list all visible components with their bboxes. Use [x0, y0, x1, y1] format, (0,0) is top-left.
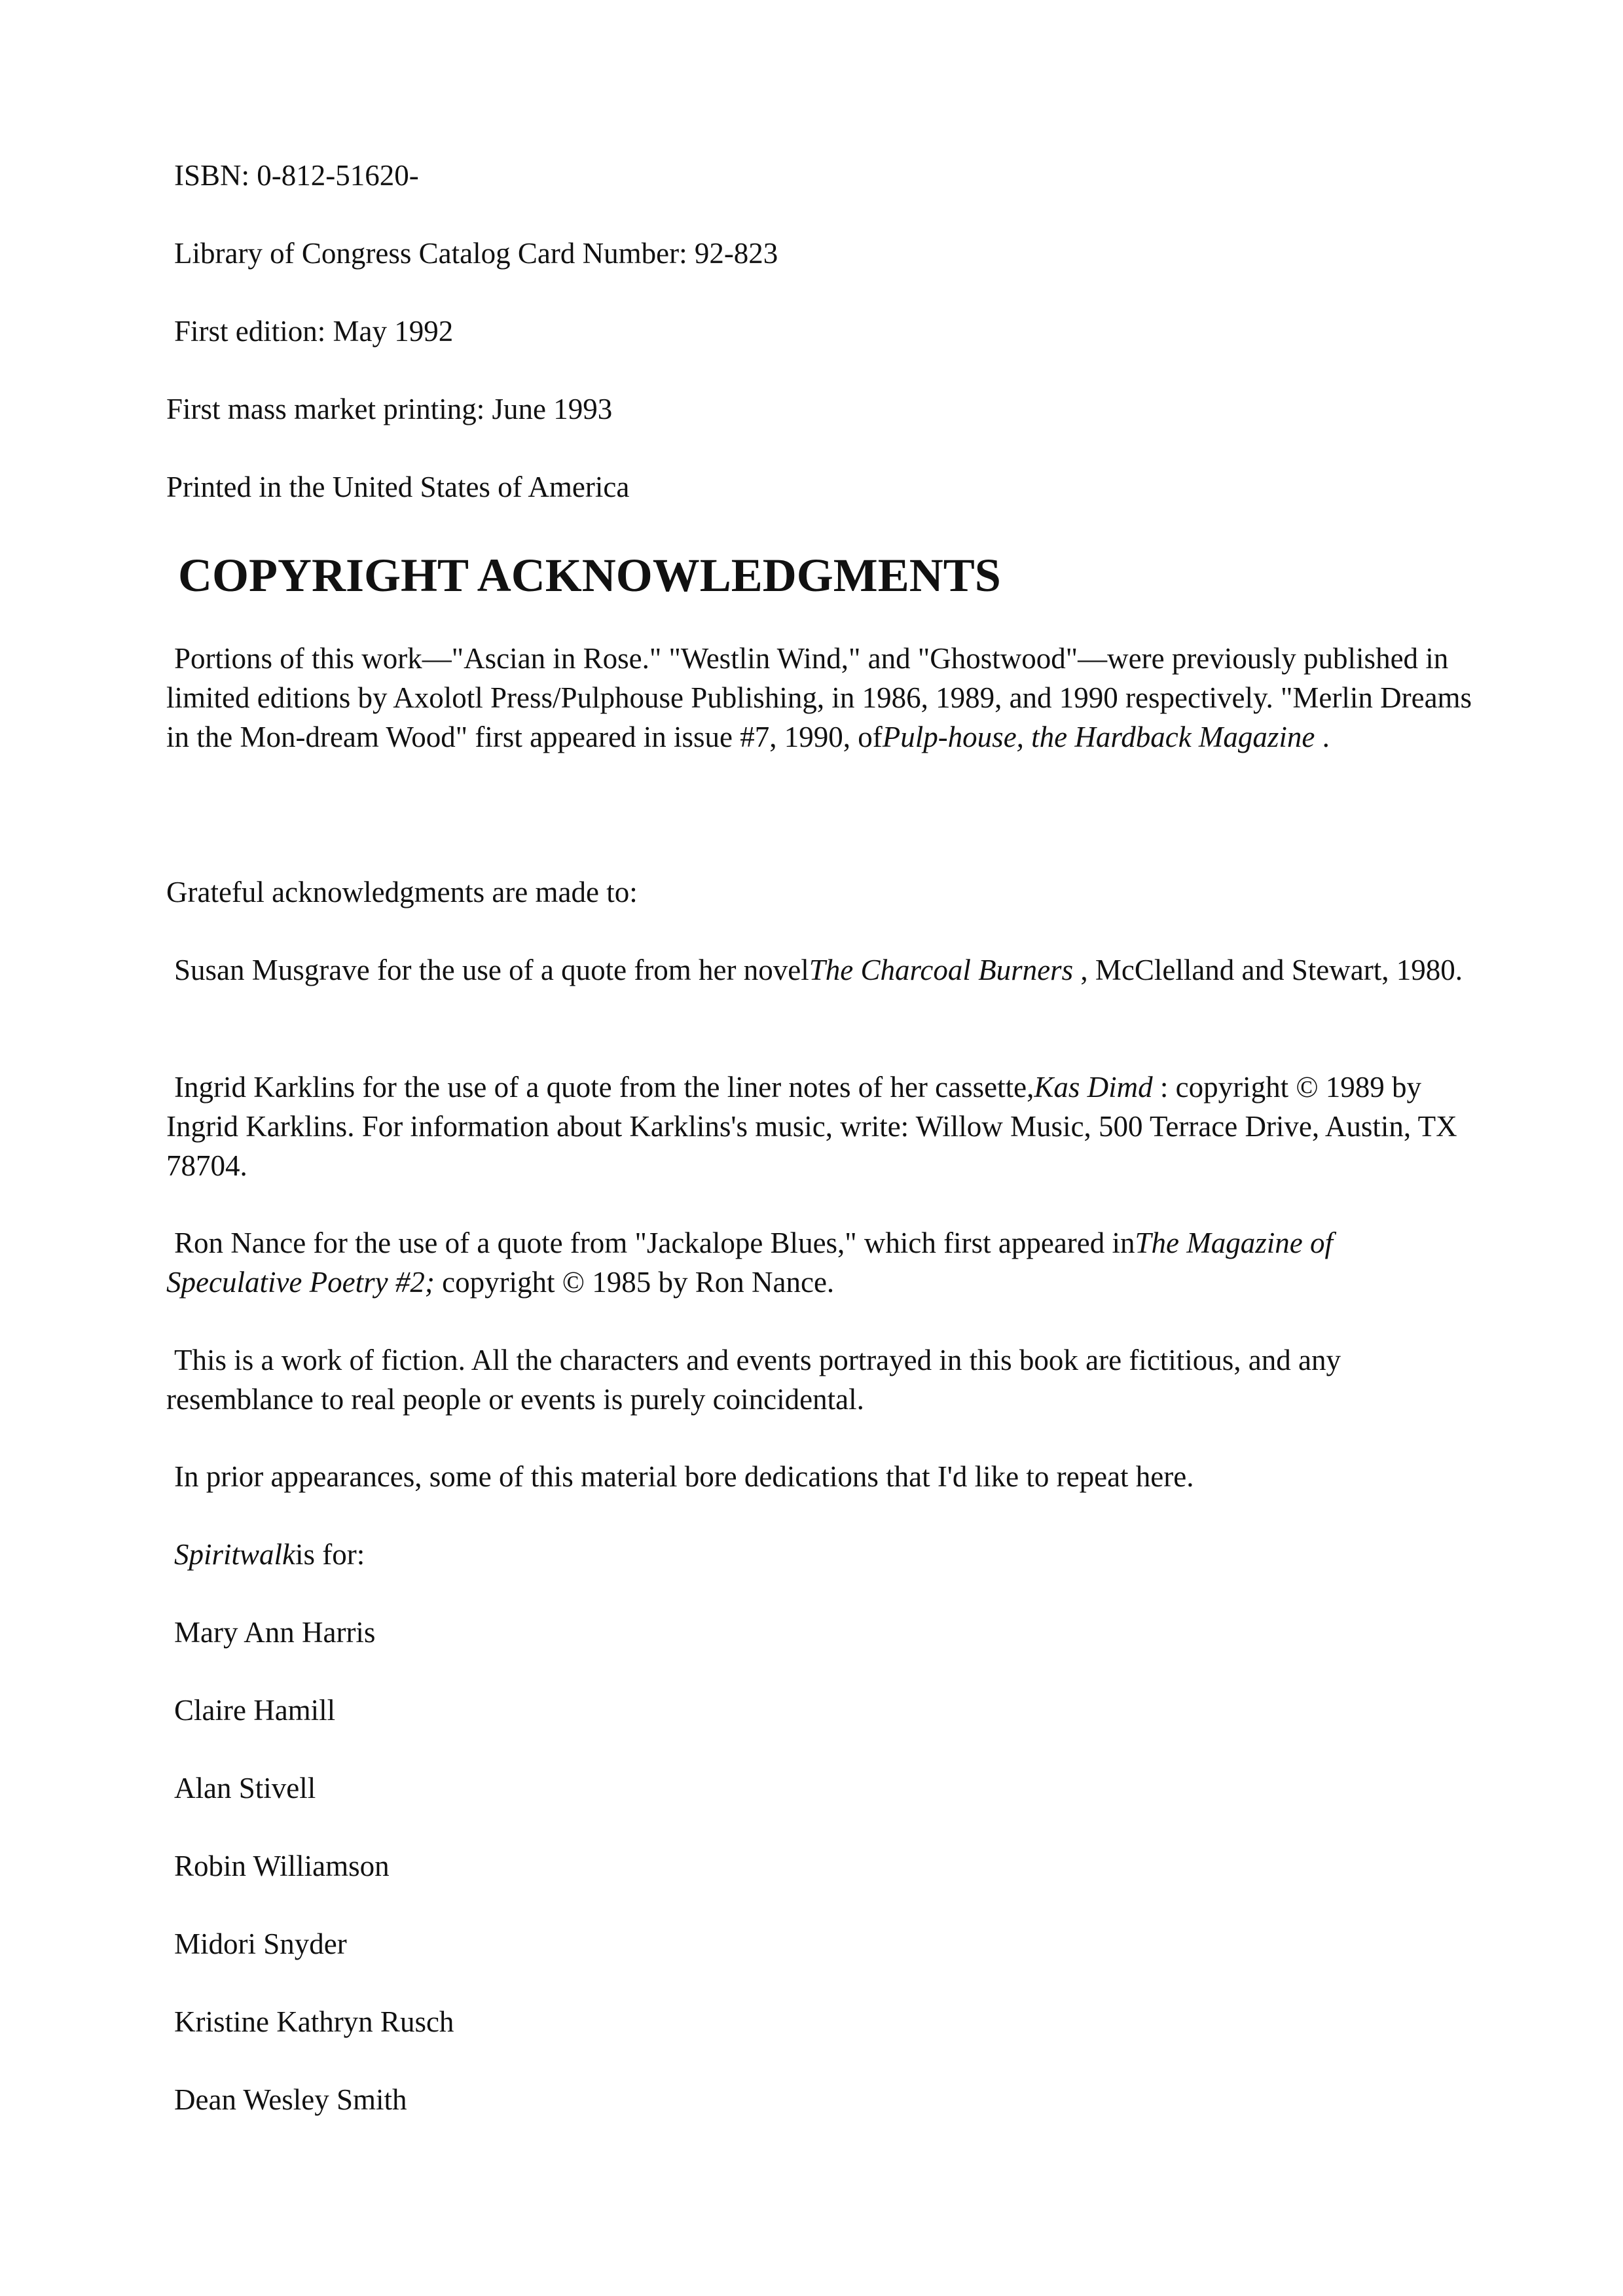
first-edition-line: First edition: May 1992: [174, 315, 454, 348]
fiction-paragraph: [166, 1340, 1476, 1419]
portions-end: .: [1315, 721, 1330, 753]
musgrave-text: Susan Musgrave for the use of a quote from her novel: [174, 954, 809, 986]
dedication-item: Claire Hamill: [174, 1694, 336, 1727]
dedication-item: Midori Snyder: [174, 1928, 347, 1960]
grateful-line: Grateful acknowledgments are made to:: [166, 876, 638, 908]
spiritwalk-line: [174, 1535, 365, 1574]
dedication-item: Alan Stivell: [174, 1772, 316, 1804]
dedication-item: Kristine Kathryn Rusch: [174, 2005, 454, 2038]
isbn-line: ISBN: 0-812-51620-: [174, 159, 419, 192]
nance-paragraph: [166, 1223, 1476, 1302]
karklins-end: : copyright © 1989 by Ingrid Karklins. For information about Karklins's music, write: Willow Music, 500 Terrace Drive, Austin, TX 78704.: [166, 1071, 1457, 1182]
pulphouse-title: Pulp-house, the Hardback Magazine: [882, 721, 1315, 753]
charcoal-burners-title: The Charcoal Burners: [809, 954, 1074, 986]
mass-market-line: First mass market printing: June 1993: [166, 393, 613, 425]
musgrave-paragraph: [166, 950, 1476, 990]
speculative-poetry-title: The Magazine of Speculative Poetry #2;: [166, 1227, 1333, 1299]
karklins-text: Ingrid Karklins for the use of a quote from the liner notes of her cassette,: [174, 1071, 1034, 1103]
lccn-line: Library of Congress Catalog Card Number: 92-823: [174, 237, 778, 270]
spiritwalk-rest: is for:: [295, 1538, 365, 1571]
portions-text: Portions of this work—"Ascian in Rose." "Westlin Wind," and "Ghostwood"—were previously published in limited editions by Axolotl Press/Pulphouse Publishing, in 1986, 1989, and 1990 respectively. "Merlin Dreams in the Mon-dream Wood" first appeared in issue #7, 1990, of: [166, 642, 1472, 753]
dedication-item: Dean Wesley Smith: [174, 2083, 407, 2116]
portions-paragraph: [166, 639, 1476, 757]
nance-text: Ron Nance for the use of a quote from "Jackalope Blues," which first appeared in: [174, 1227, 1135, 1259]
acknowledgments-heading: COPYRIGHT ACKNOWLEDGMENTS: [178, 549, 1001, 601]
prior-appearances-line: In prior appearances, some of this material bore dedications that I'd like to repeat here.: [174, 1460, 1194, 1493]
printed-in-line: Printed in the United States of America: [166, 471, 630, 503]
musgrave-end: , McClelland and Stewart, 1980.: [1073, 954, 1463, 986]
karklins-paragraph: [166, 1067, 1476, 1185]
nance-end: copyright © 1985 by Ron Nance.: [434, 1266, 835, 1299]
dedication-item: Mary Ann Harris: [174, 1616, 376, 1649]
spiritwalk-title: Spiritwalk: [174, 1538, 296, 1571]
kas-dimd-title: Kas Dimd: [1034, 1071, 1153, 1103]
dedication-item: Robin Williamson: [174, 1850, 390, 1882]
fiction-text: This is a work of fiction. All the characters and events portrayed in this book are fictitious, and any resemblance to real people or events is purely coincidental.: [166, 1344, 1341, 1416]
